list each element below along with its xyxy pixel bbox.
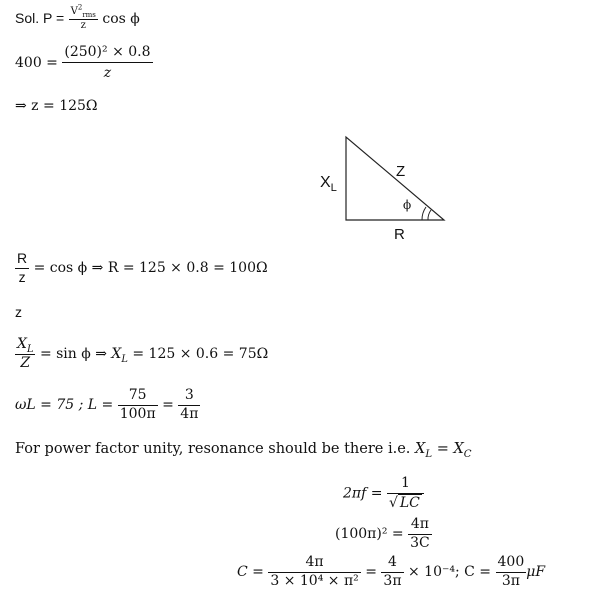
eq400-fraction	[62, 44, 152, 82]
equation-400	[15, 44, 153, 82]
eqR-fraction	[15, 250, 29, 286]
equation-xl	[15, 336, 268, 372]
equation-100pi	[335, 516, 432, 552]
equation-2pif	[343, 475, 424, 512]
eq2pif-lhs: 2πf =	[343, 485, 383, 502]
eqR-rest: = cos ϕ ⇒ R = 125 × 0.8 = 100Ω	[33, 260, 268, 276]
eqC-num2: 4	[388, 554, 397, 570]
equation-r	[15, 250, 268, 286]
sol-label: Sol. P =	[15, 10, 65, 26]
equation-c	[237, 554, 545, 590]
eqXL-rest-pre: = sin ϕ ⇒	[39, 346, 112, 362]
eq2pif-den-radicand: LC	[399, 494, 420, 511]
eq100pi-lhs: (100π)² =	[335, 526, 404, 542]
resonance-paragraph	[15, 441, 472, 460]
eqXL-denominator: Z	[15, 354, 35, 373]
eq400-denominator: z	[62, 62, 152, 83]
eqXL-rest-x: X	[111, 346, 122, 362]
para-mid: =	[432, 441, 454, 457]
para-x1: X	[415, 441, 426, 457]
solution-line-power	[15, 3, 140, 32]
angle-arc-inner	[428, 210, 431, 220]
eqC-den3: 3π	[496, 572, 527, 591]
eq2pif-num: 1	[400, 475, 410, 491]
sol-denominator: z	[69, 19, 98, 33]
para-text: For power factor unity, resonance should be there i.e.	[15, 441, 416, 457]
eqC-eq1: =	[365, 564, 377, 580]
angle-arc-outer	[422, 207, 426, 220]
eq2pif-den: √ LC	[387, 493, 424, 513]
eqC-mid: × 10⁻⁴; C =	[407, 564, 492, 580]
sol-trail: cos ϕ	[102, 11, 140, 27]
eqC-fraction-1	[268, 554, 360, 590]
para-x2: X	[453, 441, 464, 457]
eqXL-num-sub: L	[26, 343, 34, 355]
eqC-fraction-3	[496, 554, 527, 590]
triangle-label-z: Z	[396, 163, 406, 180]
eqOmega-den1: 100π	[119, 405, 156, 422]
eqOmega-fraction-2	[178, 387, 200, 423]
eqC-fraction-2	[381, 554, 403, 590]
eqR-numerator: R	[17, 250, 28, 266]
eqR-denominator: z	[15, 268, 29, 287]
sol-num-base: V	[70, 6, 78, 17]
eqC-num1: 4π	[305, 554, 324, 570]
eq100pi-fraction	[408, 516, 432, 552]
sol-num-sub: rms	[82, 11, 96, 19]
eqC-den1: 3 × 10⁴ × π²	[270, 572, 359, 589]
eq2pif-fraction	[387, 475, 424, 512]
equation-omega	[15, 387, 200, 423]
triangle-shape	[346, 137, 444, 220]
eq100pi-den: 3C	[410, 534, 430, 551]
para-x2-sub: C	[463, 448, 472, 460]
eqXL-fraction	[15, 336, 35, 372]
eqC-unit: μF	[526, 564, 546, 580]
eq400-lhs: 400 =	[15, 55, 58, 71]
eqOmega-den2: 4π	[180, 405, 199, 422]
sol-num-exp: 2	[77, 3, 83, 12]
triangle-label-phi: ϕ	[403, 198, 412, 212]
triangle-label-r: R	[394, 226, 405, 243]
eqXL-rest-post: = 125 × 0.6 = 75Ω	[127, 346, 269, 362]
eq100pi-num: 4π	[410, 516, 429, 532]
eqXL-num-base: X	[17, 336, 27, 352]
sol-numerator	[69, 3, 98, 19]
eqOmega-eq: =	[162, 397, 174, 413]
eqC-den2: 3π	[383, 572, 402, 589]
stray-z: z	[15, 304, 22, 320]
eqOmega-fraction-1	[118, 387, 158, 423]
eqOmega-num2: 3	[184, 387, 194, 403]
triangle-label-xl	[320, 174, 337, 195]
eqOmega-lhs: ωL = 75 ; L =	[15, 397, 114, 413]
eqXL-numerator	[15, 336, 35, 354]
eqC-num3: 400	[497, 554, 525, 570]
sol-fraction	[69, 3, 98, 32]
eqOmega-num1: 75	[128, 387, 147, 403]
xl-base: X	[320, 174, 331, 191]
xl-sub: L	[330, 182, 337, 195]
para-x1-sub: L	[425, 448, 433, 460]
eqC-lhs: C =	[237, 564, 264, 580]
eqXL-rest-sub: L	[121, 353, 128, 365]
equation-z: ⇒ z = 125Ω	[15, 98, 98, 114]
eq400-numerator: (250)² × 0.8	[64, 44, 151, 60]
